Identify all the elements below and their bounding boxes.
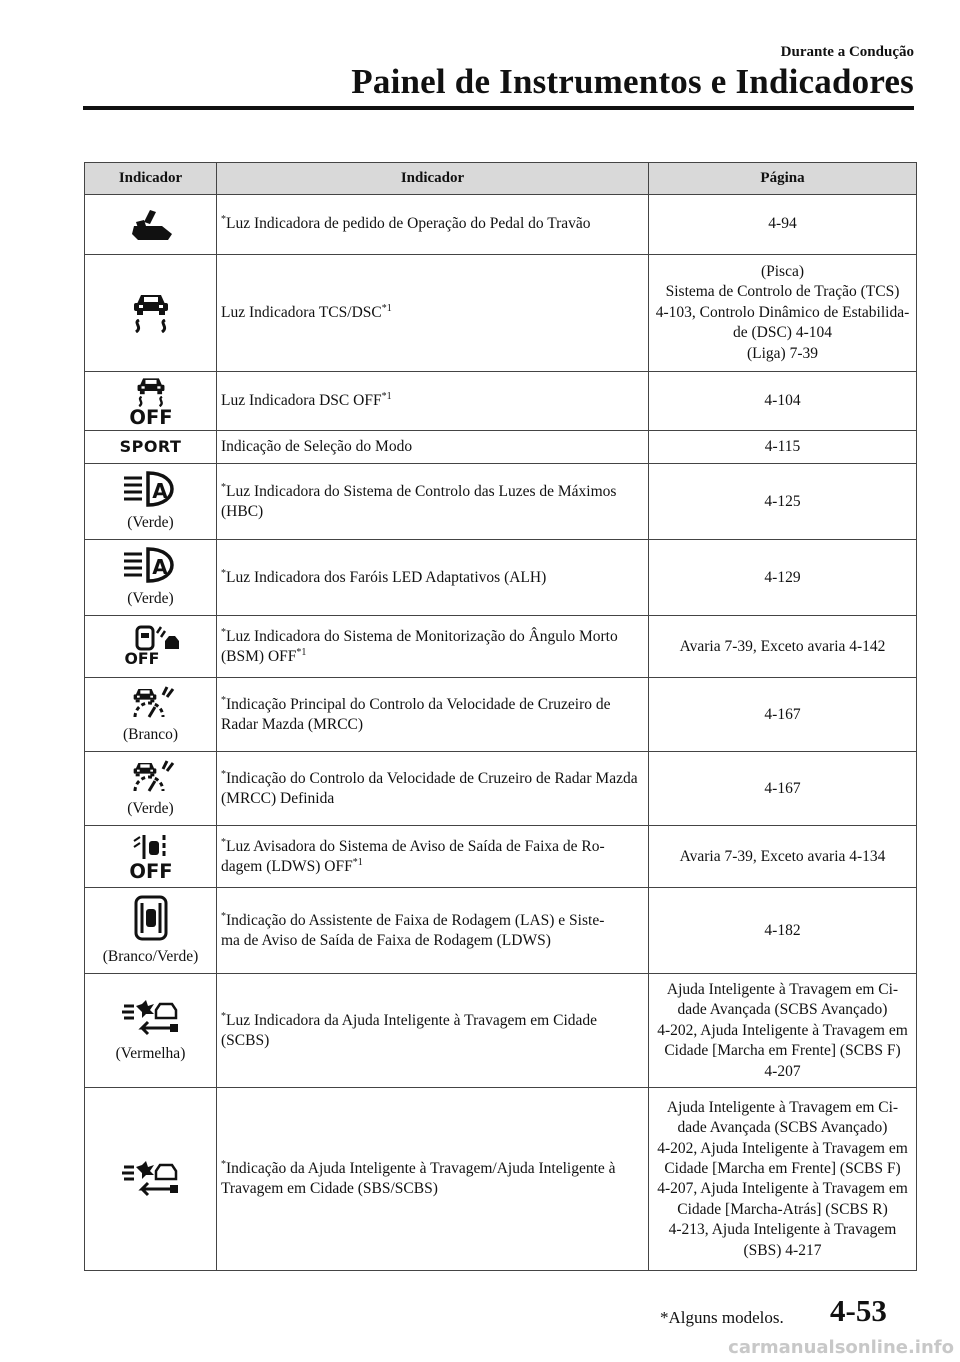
table-row: Luz Indicadora DSC OFF$^{*1}$ 4-104	[85, 372, 917, 431]
page-reference: 4-104	[764, 391, 801, 409]
svg-text:A: A	[151, 554, 168, 579]
sport-icon: SPORT	[119, 437, 182, 456]
icon-color-caption: (Verde)	[127, 589, 174, 607]
indicator-description: Luz Avisadora do Sistema de Aviso de Saída de Faixa de Ro- dagem (LDWS) OFF	[221, 837, 605, 875]
header-rule	[83, 106, 914, 110]
table-row: (Branco/Verde) *Indicação do Assistente de Faixa de Rodagem (LAS) e Siste- ma de Aviso de Saída de Faixa de Rodagem (LDWS) 4-182	[85, 888, 917, 974]
brake-pedal-icon	[87, 208, 214, 242]
watermark: carmanualsonline.info	[728, 1337, 954, 1358]
indicator-description: Indicação Principal do Controlo da Velocidade de Cruzeiro de Radar Mazda (MRCC)	[221, 695, 611, 733]
footnote-some-models: *Alguns modelos.	[660, 1308, 784, 1327]
icon-color-caption: (Branco)	[122, 725, 179, 743]
page-reference: Avaria 7-39, Exceto avaria 4-142	[679, 637, 886, 655]
table-row: *Luz Indicadora do Sistema de Monitorização do Ângulo Morto (BSM) OFF$^{*1}$ Avaria 7-39, Exceto avaria 4-142	[85, 616, 917, 678]
indicator-table	[84, 162, 917, 1271]
page-reference: 4-94	[768, 215, 797, 233]
page-reference: Ajuda Inteligente à Travagem em Ci- dade Avançada (SCBS Avançado) 4-202, Ajuda Inteligente à Travagem em Cidade [Marcha em Frente] (SCBS F) 4-207, Ajuda Inteligente à Travagem em Cidade [Marcha-Atrás] (SCBS R) 4-213, Ajuda Inteligente à Travagem (SBS) 4-217	[657, 1098, 908, 1259]
table-row: Luz Indicadora TCS/DSC$^{*1}$ (Pisca) Sistema de Controlo de Tração (TCS) 4-103, Controlo Dinâmico de Estabilida- de (DSC) 4-104 (Liga) 7-39	[85, 255, 917, 372]
table-row: (Branco) *Indicação Principal do Controlo da Velocidade de Cruzeiro de Radar Mazda (MRCC) 4-167	[85, 678, 917, 752]
indicator-description: Indicação do Assistente de Faixa de Rodagem (LAS) e Siste- ma de Aviso de Saída de Faixa de Rodagem (LDWS)	[221, 911, 605, 949]
sbs-scbs-icon	[87, 1159, 214, 1199]
page-reference: 4-182	[764, 921, 801, 939]
indicator-description: Indicação da Ajuda Inteligente à Travagem/Ajuda Inteligente à Travagem em Cidade (SBS/SCBS)	[221, 1160, 616, 1198]
table-row: A (Verde) *Luz Indicadora do Sistema de Controlo das Luzes de Máximos (HBC) 4-125	[85, 464, 917, 540]
indicator-description: Indicação do Controlo da Velocidade de Cruzeiro de Radar Mazda (MRCC) Definida	[221, 769, 638, 807]
column-header-indicator-icon: Indicador	[85, 163, 217, 195]
page-reference: Ajuda Inteligente à Travagem em Ci- dade Avançada (SCBS Avançado) 4-202, Ajuda Inteligente à Travagem em Cidade [Marcha em Frente] (SCBS F) 4-207	[657, 980, 908, 1080]
page-reference: 4-115	[764, 438, 801, 455]
icon-color-caption: (Verde)	[127, 513, 174, 531]
indicator-description: Luz Indicadora DSC OFF	[221, 391, 382, 409]
indicator-description: Luz Indicadora do Sistema de Monitorização do Ângulo Morto (BSM) OFF	[221, 627, 618, 665]
mrcc-set-icon	[87, 759, 214, 793]
page-reference: 4-167	[764, 779, 801, 797]
page-reference: 4-125	[764, 492, 801, 510]
alh-icon	[87, 547, 214, 583]
icon-color-caption: (Branco/Verde)	[102, 947, 199, 965]
page-reference: Avaria 7-39, Exceto avaria 4-134	[679, 847, 886, 865]
las-ldws-icon	[87, 895, 214, 941]
indicator-description: Luz Indicadora de pedido de Operação do Pedal do Travão	[226, 215, 591, 233]
indicator-description: Luz Indicadora dos Faróis LED Adaptativos (ALH)	[226, 568, 547, 586]
page-reference: (Pisca) Sistema de Controlo de Tração (TCS) 4-103, Controlo Dinâmico de Estabilida- de (DSC) 4-104 (Liga) 7-39	[655, 262, 910, 362]
icon-color-caption: (Vermelha)	[115, 1044, 186, 1062]
table-row: *Luz Avisadora do Sistema de Aviso de Saída de Faixa de Ro- dagem (LDWS) OFF$^{*1}$ Avaria 7-39, Exceto avaria 4-134	[85, 826, 917, 888]
hbc-icon	[87, 471, 214, 507]
table-row: (Vermelha) *Luz Indicadora da Ajuda Inteligente à Travagem em Cidade (SCBS) Ajuda Inteligente à Travagem em Ci- dade Avançada (SCBS Avançado) 4-202, Ajuda Inteligente à Travagem em Cidade [Marcha em Frente] (SCBS F) 4-207	[85, 974, 917, 1088]
column-header-page: Página	[649, 163, 917, 195]
table-header-row	[85, 163, 917, 195]
dsc-off-icon	[87, 376, 214, 426]
bsm-off-icon	[87, 625, 214, 669]
icon-color-caption: (Verde)	[127, 799, 174, 817]
page-number: 4-53	[830, 1293, 887, 1328]
indicator-description: Indicação de Seleção do Modo	[221, 438, 413, 455]
column-header-indicator-name: Indicador	[217, 163, 649, 195]
indicator-description: Luz Indicadora TCS/DSC	[221, 303, 382, 321]
scbs-icon	[87, 998, 214, 1038]
page-reference: 4-167	[764, 705, 801, 723]
table-row: (Verde) *Indicação do Controlo da Velocidade de Cruzeiro de Radar Mazda (MRCC) Definida 4-167	[85, 752, 917, 826]
indicator-description: Luz Indicadora da Ajuda Inteligente à Travagem em Cidade (SCBS)	[221, 1011, 598, 1049]
tcs-dsc-icon	[87, 292, 214, 334]
table-row: *Indicação da Ajuda Inteligente à Travagem/Ajuda Inteligente à Travagem em Cidade (SBS/SCBS) Ajuda Inteligente à Travagem em Ci- dade Avançada (SCBS Avançado) 4-202, Ajuda Inteligente à Travagem em Cidade [Marcha em Frente] (SCBS F) 4-207, Ajuda Inteligente à Travagem em Cidade [Marcha-Atrás] (SCBS R) 4-213, Ajuda Inteligente à Travagem (SBS) 4-217	[85, 1088, 917, 1271]
table-row: A (Verde) *Luz Indicadora dos Faróis LED Adaptativos (ALH) 4-129	[85, 540, 917, 616]
page-title: Painel de Instrumentos e Indicadores	[351, 62, 914, 101]
page-reference: 4-129	[764, 568, 801, 586]
svg-text:A: A	[151, 478, 168, 503]
section-label: Durante a Condução	[780, 44, 914, 60]
ldws-off-icon	[87, 833, 214, 881]
page-header	[0, 0, 960, 120]
table-row: *Luz Indicadora de pedido de Operação do Pedal do Travão 4-94	[85, 195, 917, 255]
indicator-description: Luz Indicadora do Sistema de Controlo das Luzes de Máximos (HBC)	[221, 482, 617, 520]
mrcc-main-icon	[87, 685, 214, 719]
table-row	[85, 431, 917, 464]
